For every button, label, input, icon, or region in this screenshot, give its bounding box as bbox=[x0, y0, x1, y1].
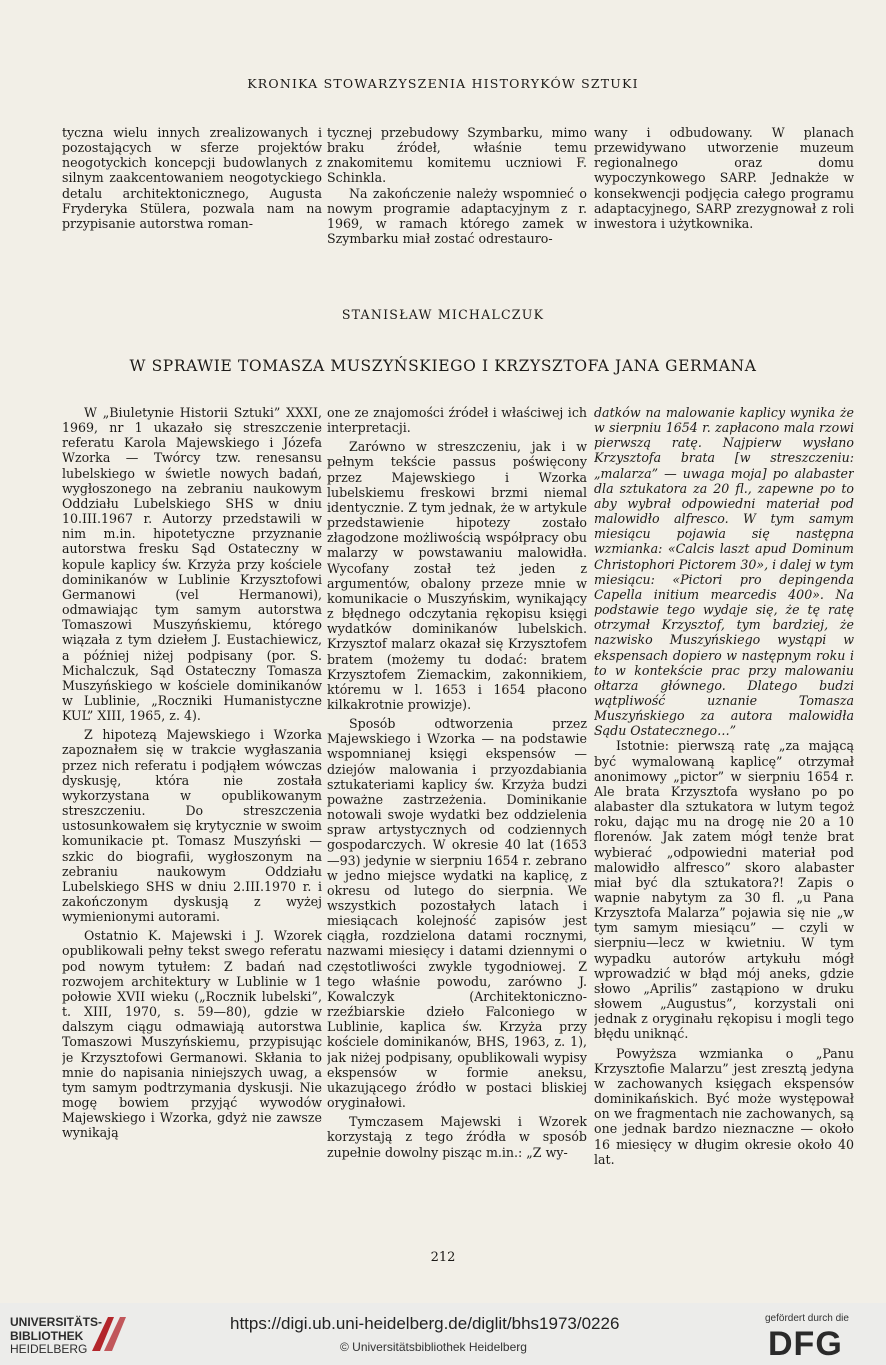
article-title: W SPRAWIE TOMASZA MUSZYŃSKIEGO I KRZYSZTOFA JANA GERMANA bbox=[129, 357, 757, 375]
body-column-2 bbox=[327, 405, 587, 1245]
body-column-3 bbox=[594, 405, 854, 1245]
paragraph: Zarówno w streszczeniu, jak i w pełnym tekście passus poświęcony przez Majewskiego i Wzorka lubelskiemu freskowi brzmi niemal identycznie. Z tym jednak, że w artykule przedstawienie hipotezy zostało złagodzone możliwością współpracy obu malarzy w powstawaniu malowidła. Wycofany został też jeden z argumentów, obalony przeze mnie w komunikacie o Muszyńskim, wynikający z błędnego odczytania rękopisu księgi wydatków dominikanów lubelskich. Krzysztof malarz okazał się Krzysztofem bratem (możemy tu dodać: bratem Krzysztofem Ziemackim, zakonnikiem, któremu w l. 1653 i 1654 płacono kilkakrotnie prowizje). bbox=[327, 439, 587, 712]
paragraph: Tymczasem Majewski i Wzorek korzystają z tego źródła w sposób zupełnie dowolny pisząc m.in.: „Z wy- bbox=[327, 1114, 587, 1160]
paragraph: Z hipotezą Majewskiego i Wzorka zapoznałem się w trakcie wygłaszania przez nich referatu i podjąłem wówczas dyskusję, która nie została wykorzystana w opublikowanym streszczeniu. Do streszczenia ustosunkowałem się krytycznie w swoim komunikacie pt. Tomasz Muszyński — szkic do biografii, wygłoszonym na zebraniu naukowym Oddziału Lubelskiego SHS w dniu 2.III.1970 r. i zakończonym dyskusją z wyżej wymienionymi autorami. bbox=[62, 727, 322, 925]
paragraph: Ostatnio K. Majewski i J. Wzorek opublikowali pełny tekst swego referatu pod nowym tytułem: Z badań nad rozwojem architektury w Lublinie w 1 połowie XVII wieku („Rocznik lubelski”, t. XIII, 1970, s. 59—80), gdzie w dalszym ciągu odmawiają autorstwa Tomaszowi Muszyńskiemu, przypisując je Krzysztofowi Germanowi. Skłania to mnie do napisania niniejszych uwag, a tym samym podtrzymania dyskusji. Nie mogę bowiem przyjąć wywodów Majewskiego i Wzorka, gdyż nie zawsze wynikają bbox=[62, 928, 322, 1141]
article-author: STANISŁAW MICHALCZUK bbox=[341, 307, 545, 322]
library-line: BIBLIOTHEK bbox=[10, 1328, 84, 1343]
library-line: UNIVERSITÄTS- bbox=[10, 1315, 103, 1329]
paragraph: tycznej przebudowy Szymbarku, mimo braku źródeł, właśnie temu znakomitemu komitemu uczniowi F. Schinkla. bbox=[327, 125, 587, 186]
permalink-url[interactable]: https://digi.ub.uni-heidelberg.de/diglit/bhs1973/0226 bbox=[230, 1314, 620, 1333]
paragraph: tyczna wielu innych zrealizowanych i pozostających w sferze projektów neogotyckich koncepcji budowlanych z silnym zaakcentowaniem neogotyckiego detalu architektonicznego, Augusta Fryderyka Stülera, pozwala nam na przypisanie autorstwa roman- bbox=[62, 125, 322, 231]
paragraph: W „Biuletynie Historii Sztuki” XXXI, 1969, nr 1 ukazało się streszczenie referatu Karola Majewskiego i Józefa Wzorka — Twórcy tzw. renesansu lubelskiego w świetle nowych badań, wygłoszonego na zebraniu naukowym Oddziału Lubelskiego SHS w dniu 10.III.1967 r. Autorzy przedstawili w nim m.in. hipotetyczne przyznanie autorstwa fresku Sąd Ostateczny w kopule kaplicy św. Krzyża przy kościele dominikanów w Lublinie Krzysztofowi Germanowi (vel Hermanowi), odmawiając tym samym autorstwa Tomaszowi Muszyńskiemu, którego wiązała z tym dziełem J. Eustachiewicz, a później niżej podpisany (por. S. Michalczuk, Sąd Ostateczny Tomasza Muszyńskiego w kościele dominikanów w Lublinie, „Roczniki Humanistyczne KUL” XIII, 1965, z. 4). bbox=[62, 405, 322, 724]
paragraph: Na zakończenie należy wspomnieć o nowym programie adaptacyjnym z r. 1969, w ramach którego zamek w Szymbarku miał zostać odrestauro- bbox=[327, 185, 587, 247]
university-logo-icon bbox=[86, 1311, 134, 1359]
body-column-1 bbox=[62, 405, 322, 1245]
top-column-3 bbox=[594, 125, 854, 231]
paragraph: wany i odbudowany. W planach przewidywano utworzenie muzeum regionalnego oraz domu wypoczynkowego SARP. Jednakże w konsekwencji podjęcia całego programu adaptacyjnego, SARP zrezygnował z roli inwestora i użytkownika. bbox=[594, 125, 854, 231]
paragraph: one ze znajomości źródeł i właściwej ich interpretacji. bbox=[327, 405, 587, 436]
paragraph: Sposób odtworzenia przez Majewskiego i Wzorka — na podstawie wspomnianej księgi ekspensów — dziejów malowania i przyozdabiania sztukateriami kaplicy św. Krzyża budzi poważne zastrzeżenia. Dominikanie notowali swoje wydatki bez oddzielenia spraw artystycznych od codziennych gospodarczych. W okresie 40 lat (1653—93) jedynie w sierpniu 1654 r. zebrano w jedno miejsce wydatki na kaplicę, z okresu od lutego do sierpnia. We wszystkich pozostałych latach i miesiącach kolejność zapisów jest ciągła, rozdzielona datami rocznymi, nazwami miesięcy i datami dziennymi o częstotliwości zwykle tygodniowej. Z tego właśnie powodu, zarówno J. Kowalczyk (Architektoniczno-rzeźbiarskie dzieło Falconiego w Lublinie, kaplica św. Krzyża przy kościele dominikanów, BHS, 1963, z. 1), jak niżej podpisany, opublikowali wypisy ekspensów w formie aneksu, ukazującego źródło w postaci bliskiej oryginałowi. bbox=[327, 716, 587, 1111]
quotation: datków na malowanie kaplicy wynika że w sierpniu 1654 r. zapłacono mala rzowi pierwszą ratę. Najpierw wysłano Krzysztofa brata [w streszczeniu: „malarza” — uwaga moja] po alabaster dla sztukatora za 20 fl., zapewne po to aby wybrał odpowiedni materiał pod malowidło alfresco. W tym samym miesiącu pojawia się następna wzmianka: «Calcis laszt apud Dominum Christophori Pictorem 30», i dalej w tym miesiącu: «Pictori pro depingenda Capella initium mearcedis 400». Na podstawie tego wydaje się, że tę ratę otrzymał Krzysztof, tym bardziej, że nazwisko Muszyńskiego wystąpi w ekspensach dopiero w następnym roku i to w kontekście prac przy malowaniu ołtarza głównego. Dlatego budzi wątpliwość uznanie Tomasza Muszyńskiego za autora malowidła Sądu Ostatecznego…” bbox=[594, 405, 854, 739]
funder-note: gefördert durch die bbox=[765, 1313, 849, 1324]
library-line: HEIDELBERG bbox=[10, 1342, 88, 1356]
footer-bar bbox=[0, 1303, 886, 1365]
paragraph: Istotnie: pierwszą ratę „za mającą być wymalowaną kaplicę” otrzymał anonimowy „pictor” w sierpniu 1654 r. Ale brata Krzysztofa wysłano po po alabaster dla sztukatora w lutym tegoż roku, dając mu na drogę nie 20 a 10 florenów. Jak zatem mógł tenże brat wybierać „odpowiedni materiał pod malowidło alfresco” skoro alabaster miał być dla sztukatora?! Zapis o wapnie nabytym za 30 fl. „u Pana Krzysztofa Malarza” pojawia się nie „w tym samym miesiącu” — czyli w sierpniu—lecz w kwietniu. W tym wypadku autorów artykułu mógł wprowadzić w błąd mój aneks, gdzie słowo „Aprilis” zastąpiono w druku słowem „Augustus”, korzystali oni jednak z oryginału rękopisu i mogli tego błędu uniknąć. bbox=[594, 738, 854, 1042]
dfg-logo: DFG bbox=[768, 1325, 843, 1363]
top-column-1 bbox=[62, 125, 322, 231]
running-head: KRONIKA STOWARZYSZENIA HISTORYKÓW SZTUKI bbox=[247, 76, 639, 91]
paragraph: Powyższa wzmianka o „Panu Krzysztofie Malarzu” jest zresztą jedyna w zachowanych księgach ekspensów dominikańskich. Być może występował on we fragmentach nie zachowanych, są one jednak bardzo nieznaczne — około 16 miesięcy w długim okresie około 40 lat. bbox=[594, 1045, 854, 1167]
page-number: 212 bbox=[430, 1250, 456, 1265]
copyright-notice: © Universitätsbibliothek Heidelberg bbox=[340, 1340, 527, 1354]
top-column-2 bbox=[327, 125, 587, 246]
